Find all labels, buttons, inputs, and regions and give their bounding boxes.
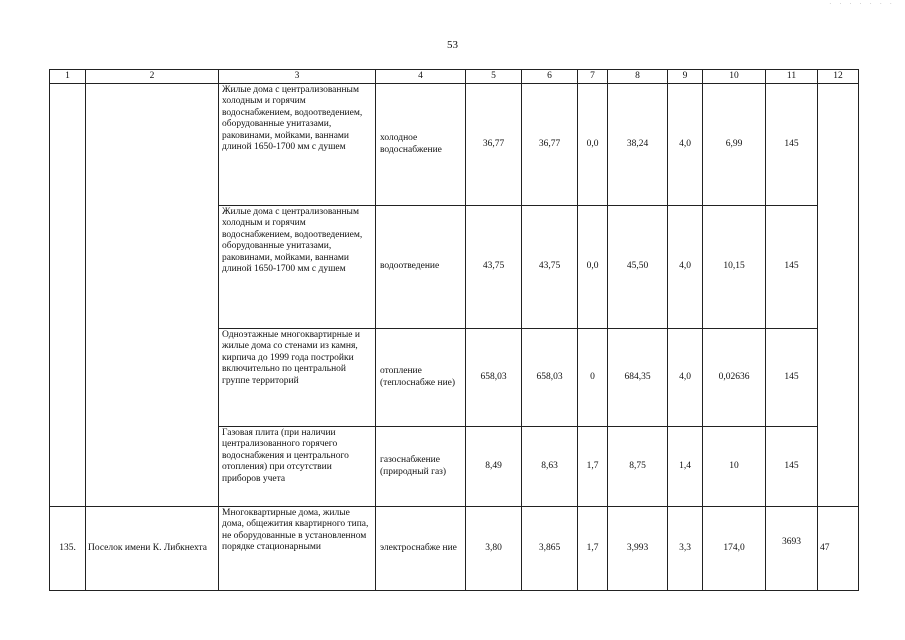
value-col-5: 43,75 bbox=[466, 206, 522, 329]
housing-description: Многоквартирные дома, жилые дома, общежития квартирного типа, не оборудованные в установленном порядке стационарными bbox=[219, 507, 376, 591]
value-col-9: 4,0 bbox=[668, 206, 703, 329]
column-header: 3 bbox=[219, 70, 376, 84]
value-col-5: 3,80 bbox=[466, 507, 522, 591]
value-col-8: 45,50 bbox=[608, 206, 668, 329]
value-col-10: 10 bbox=[703, 427, 766, 507]
value-col-10: 0,02636 bbox=[703, 329, 766, 427]
value-col-11: 3693 bbox=[766, 507, 818, 591]
value-col-9: 4,0 bbox=[668, 329, 703, 427]
value-col-5: 658,03 bbox=[466, 329, 522, 427]
value-col-7: 1,7 bbox=[578, 507, 608, 591]
value-col-9: 4,0 bbox=[668, 84, 703, 206]
column-header: 4 bbox=[376, 70, 466, 84]
value-col-12: 47 bbox=[818, 507, 859, 591]
value-col-11: 145 bbox=[766, 206, 818, 329]
housing-description: Газовая плита (при наличии централизованного горячего водоснабжения и центрального отопления) при отсутствии приборов учета bbox=[219, 427, 376, 507]
data-table bbox=[49, 69, 859, 591]
settlement-name: Поселок имени К. Либкнехта bbox=[86, 507, 219, 591]
column-header: 10 bbox=[703, 70, 766, 84]
column-header: 6 bbox=[522, 70, 578, 84]
empty-col-12-cell bbox=[818, 84, 859, 507]
value-col-5: 36,77 bbox=[466, 84, 522, 206]
value-col-10: 6,99 bbox=[703, 84, 766, 206]
value-col-7: 0 bbox=[578, 329, 608, 427]
housing-description: Одноэтажные многоквартирные и жилые дома со стенами из камня, кирпича до 1999 года постройки включительно по центральной группе территорий bbox=[219, 329, 376, 427]
column-header: 7 bbox=[578, 70, 608, 84]
value-col-11: 145 bbox=[766, 427, 818, 507]
value-col-8: 3,993 bbox=[608, 507, 668, 591]
column-header: 9 bbox=[668, 70, 703, 84]
page-number: 53 bbox=[447, 39, 458, 51]
column-header: 5 bbox=[466, 70, 522, 84]
value-col-10: 10,15 bbox=[703, 206, 766, 329]
value-col-7: 0,0 bbox=[578, 206, 608, 329]
empty-number-cell bbox=[50, 84, 86, 507]
housing-description: Жилые дома с централизованным холодным и горячим водоснабжением, водоотведением, оборудованные унитазами, раковинами, мойками, ваннами длиной 1650-1700 мм с душем bbox=[219, 84, 376, 206]
value-col-7: 0,0 bbox=[578, 84, 608, 206]
value-col-7: 1,7 bbox=[578, 427, 608, 507]
value-col-6: 43,75 bbox=[522, 206, 578, 329]
value-col-6: 3,865 bbox=[522, 507, 578, 591]
value-col-5: 8,49 bbox=[466, 427, 522, 507]
column-header: 12 bbox=[818, 70, 859, 84]
value-col-8: 684,35 bbox=[608, 329, 668, 427]
value-col-6: 36,77 bbox=[522, 84, 578, 206]
column-header: 2 bbox=[86, 70, 219, 84]
empty-settlement-cell bbox=[86, 84, 219, 507]
scan-artifact-marks: · · · · · · · bbox=[829, 0, 895, 8]
value-col-10: 174,0 bbox=[703, 507, 766, 591]
utility-service: электроснабже ние bbox=[376, 507, 466, 591]
utility-service: водоотведение bbox=[376, 206, 466, 329]
value-col-11: 145 bbox=[766, 84, 818, 206]
value-col-8: 38,24 bbox=[608, 84, 668, 206]
housing-description: Жилые дома с централизованным холодным и горячим водоснабжением, водоотведением, оборудованные унитазами, раковинами, мойками, ваннами длиной 1650-1700 мм с душем bbox=[219, 206, 376, 329]
row-number: 135. bbox=[50, 507, 86, 591]
utility-service: холодное водоснабжение bbox=[376, 84, 466, 206]
table-row bbox=[50, 507, 859, 591]
value-col-8: 8,75 bbox=[608, 427, 668, 507]
utility-service: газоснабжение (природный газ) bbox=[376, 427, 466, 507]
value-col-9: 1,4 bbox=[668, 427, 703, 507]
column-number-row bbox=[50, 70, 859, 84]
table-row bbox=[50, 84, 859, 206]
value-col-11: 145 bbox=[766, 329, 818, 427]
column-header: 11 bbox=[766, 70, 818, 84]
value-col-9: 3,3 bbox=[668, 507, 703, 591]
utility-service: отопление (теплоснабже ние) bbox=[376, 329, 466, 427]
column-header: 8 bbox=[608, 70, 668, 84]
column-header: 1 bbox=[50, 70, 86, 84]
value-col-6: 658,03 bbox=[522, 329, 578, 427]
value-col-6: 8,63 bbox=[522, 427, 578, 507]
